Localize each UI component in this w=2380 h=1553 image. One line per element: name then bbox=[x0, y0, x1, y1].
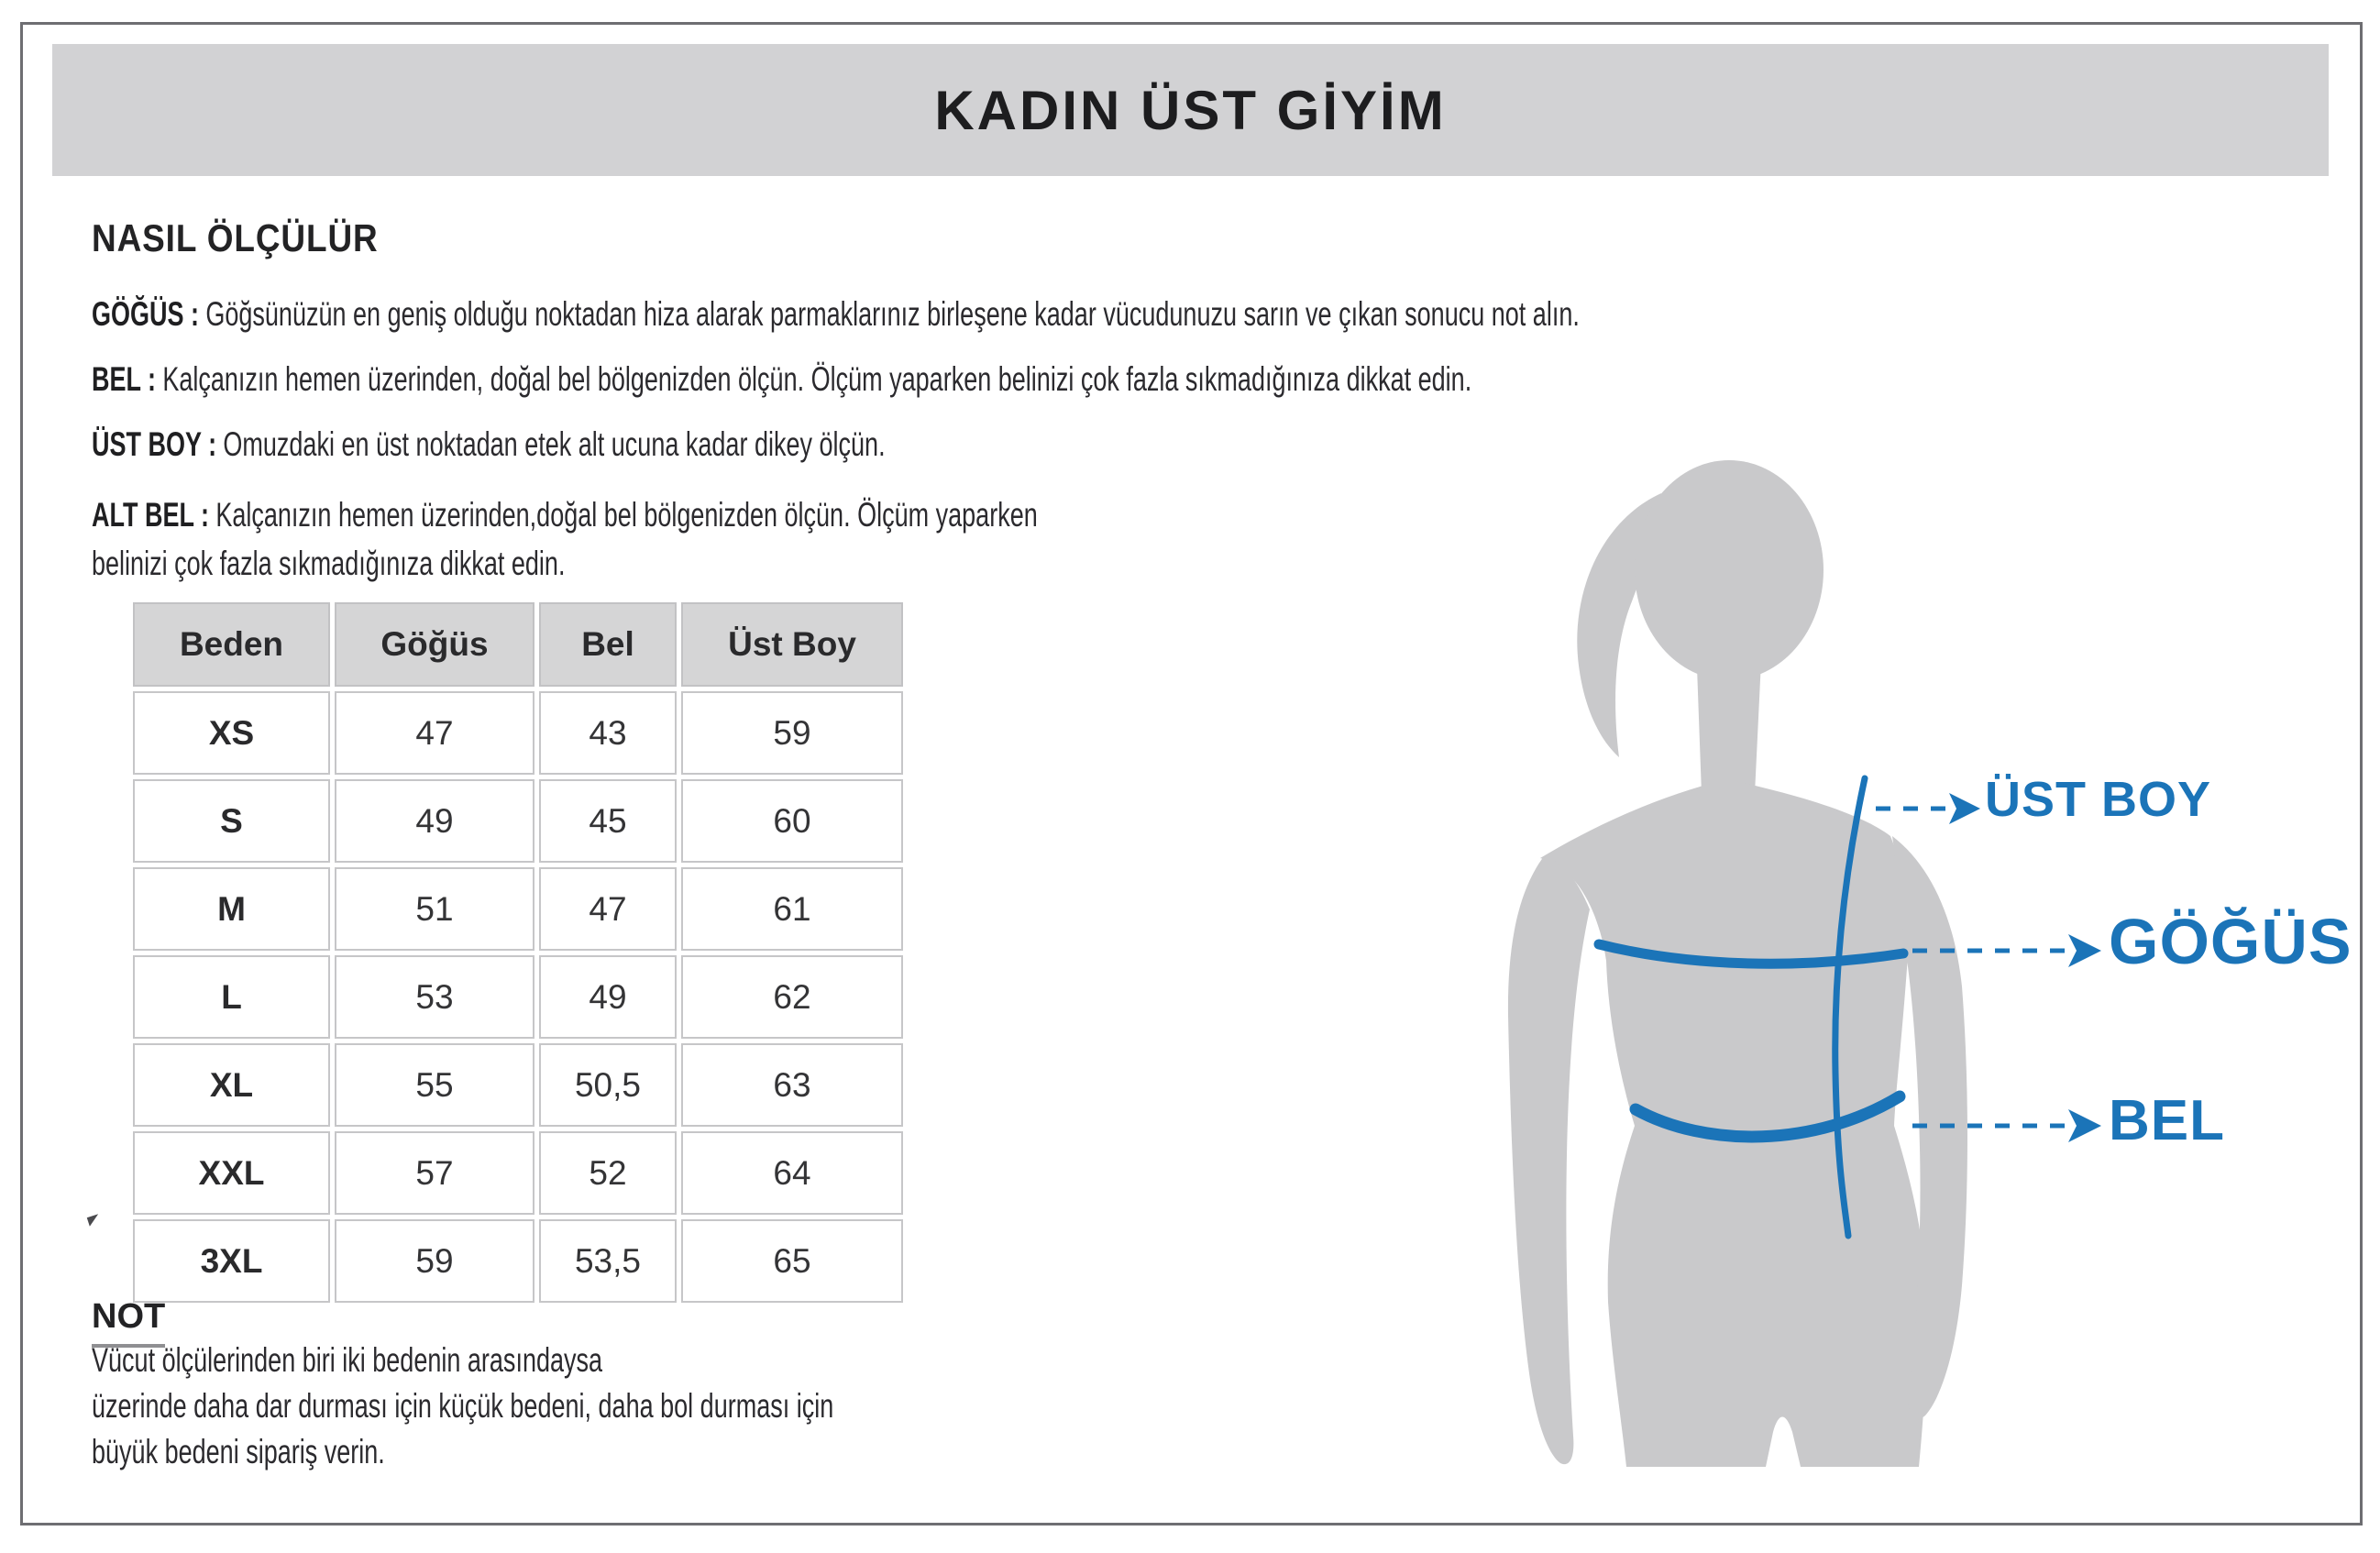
instruction-bel bbox=[92, 360, 1471, 399]
size-table bbox=[128, 598, 908, 1307]
bel-cell: 49 bbox=[539, 955, 677, 1039]
instruction-text-alt-bel-1: Kalçanızın hemen üzerinden,doğal bel bölgenizden ölçün. Ölçüm yaparken bbox=[215, 496, 1038, 534]
diagram-label-bel: BEL bbox=[2109, 1089, 2225, 1152]
instruction-text-alt-bel-2: belinizi çok fazla sıkmadığınıza dikkat edin. bbox=[92, 545, 566, 582]
instruction-gogus bbox=[92, 295, 1580, 334]
instruction-label-ust-boy: ÜST BOY : bbox=[92, 425, 217, 463]
table-row-l bbox=[133, 955, 903, 1039]
ust-boy-cell: 65 bbox=[681, 1219, 903, 1303]
bel-cell: 53,5 bbox=[539, 1219, 677, 1303]
gogus-cell: 57 bbox=[335, 1131, 534, 1215]
instruction-label-alt-bel: ALT BEL : bbox=[92, 496, 210, 534]
cursor-artifact bbox=[87, 1214, 101, 1227]
ust-boy-cell: 60 bbox=[681, 779, 903, 863]
note-text-line: üzerinde daha dar durması için küçük bedeni, daha bol durması için bbox=[92, 1387, 834, 1425]
size-cell: M bbox=[133, 867, 330, 951]
header-banner bbox=[52, 44, 2329, 176]
size-cell: XS bbox=[133, 691, 330, 775]
bel-cell: 47 bbox=[539, 867, 677, 951]
ust-boy-cell: 61 bbox=[681, 867, 903, 951]
gogus-cell: 49 bbox=[335, 779, 534, 863]
gogus-cell: 53 bbox=[335, 955, 534, 1039]
instruction-label-bel: BEL : bbox=[92, 360, 157, 398]
gogus-cell: 59 bbox=[335, 1219, 534, 1303]
silhouette-neck bbox=[1696, 642, 1762, 794]
table-row-xl bbox=[133, 1043, 903, 1127]
arrowhead-bel-icon bbox=[2068, 1109, 2101, 1142]
note-text-line: büyük bedeni sipariş verin. bbox=[92, 1433, 385, 1470]
table-row-s bbox=[133, 779, 903, 863]
silhouette-torso bbox=[1540, 779, 1927, 1467]
ust-boy-cell: 63 bbox=[681, 1043, 903, 1127]
table-row-xxl bbox=[133, 1131, 903, 1215]
page-title: KADIN ÜST GİYİM bbox=[934, 79, 1447, 141]
ust-boy-cell: 59 bbox=[681, 691, 903, 775]
arrowhead-gogus-icon bbox=[2068, 934, 2101, 967]
column-header-gogus: Göğüs bbox=[335, 602, 534, 687]
gogus-cell: 51 bbox=[335, 867, 534, 951]
gogus-cell: 55 bbox=[335, 1043, 534, 1127]
instruction-text-ust-boy: Omuzdaki en üst noktadan etek alt ucuna kadar dikey ölçün. bbox=[223, 425, 886, 463]
size-cell: S bbox=[133, 779, 330, 863]
size-cell: L bbox=[133, 955, 330, 1039]
table-row-m bbox=[133, 867, 903, 951]
instruction-label-gogus: GÖĞÜS : bbox=[92, 295, 200, 333]
instruction-text-bel: Kalçanızın hemen üzerinden, doğal bel bölgenizden ölçün. Ölçüm yaparken belinizi çok fazla sıkmadığınıza dikkat edin. bbox=[162, 360, 1472, 398]
size-cell: XL bbox=[133, 1043, 330, 1127]
table-row-xs bbox=[133, 691, 903, 775]
note-text-line: Vücut ölçülerinden biri iki bedenin arasındaysa bbox=[92, 1341, 603, 1379]
size-cell: XXL bbox=[133, 1131, 330, 1215]
bel-cell: 50,5 bbox=[539, 1043, 677, 1127]
table-row-3xl bbox=[133, 1219, 903, 1303]
note-heading: NOT bbox=[92, 1297, 165, 1348]
arrowhead-ust-boy-icon bbox=[1949, 793, 1980, 824]
ust-boy-cell: 62 bbox=[681, 955, 903, 1039]
instruction-alt-bel bbox=[92, 490, 1196, 588]
instruction-alt-bel-line1 bbox=[92, 490, 1196, 539]
ust-boy-cell: 64 bbox=[681, 1131, 903, 1215]
size-cell: 3XL bbox=[133, 1219, 330, 1303]
column-header-ust-boy: Üst Boy bbox=[681, 602, 903, 687]
bel-cell: 43 bbox=[539, 691, 677, 775]
bel-cell: 52 bbox=[539, 1131, 677, 1215]
instruction-ust-boy bbox=[92, 425, 886, 464]
column-header-beden: Beden bbox=[133, 602, 330, 687]
size-table-header-row bbox=[133, 602, 903, 687]
bel-cell: 45 bbox=[539, 779, 677, 863]
diagram-label-gogus: GÖĞÜS bbox=[2109, 906, 2352, 977]
how-to-heading: NASIL ÖLÇÜLÜR bbox=[92, 216, 379, 259]
instruction-text-gogus: Göğsünüzün en geniş olduğu noktadan hiza alarak parmaklarınız birleşene kadar vücudunuzu sarın ve çıkan sonucu not alın. bbox=[205, 295, 1580, 333]
silhouette-left-arm bbox=[1508, 856, 1590, 1464]
gogus-cell: 47 bbox=[335, 691, 534, 775]
diagram-label-ust-boy: ÜST BOY bbox=[1985, 772, 2212, 827]
column-header-bel: Bel bbox=[539, 602, 677, 687]
